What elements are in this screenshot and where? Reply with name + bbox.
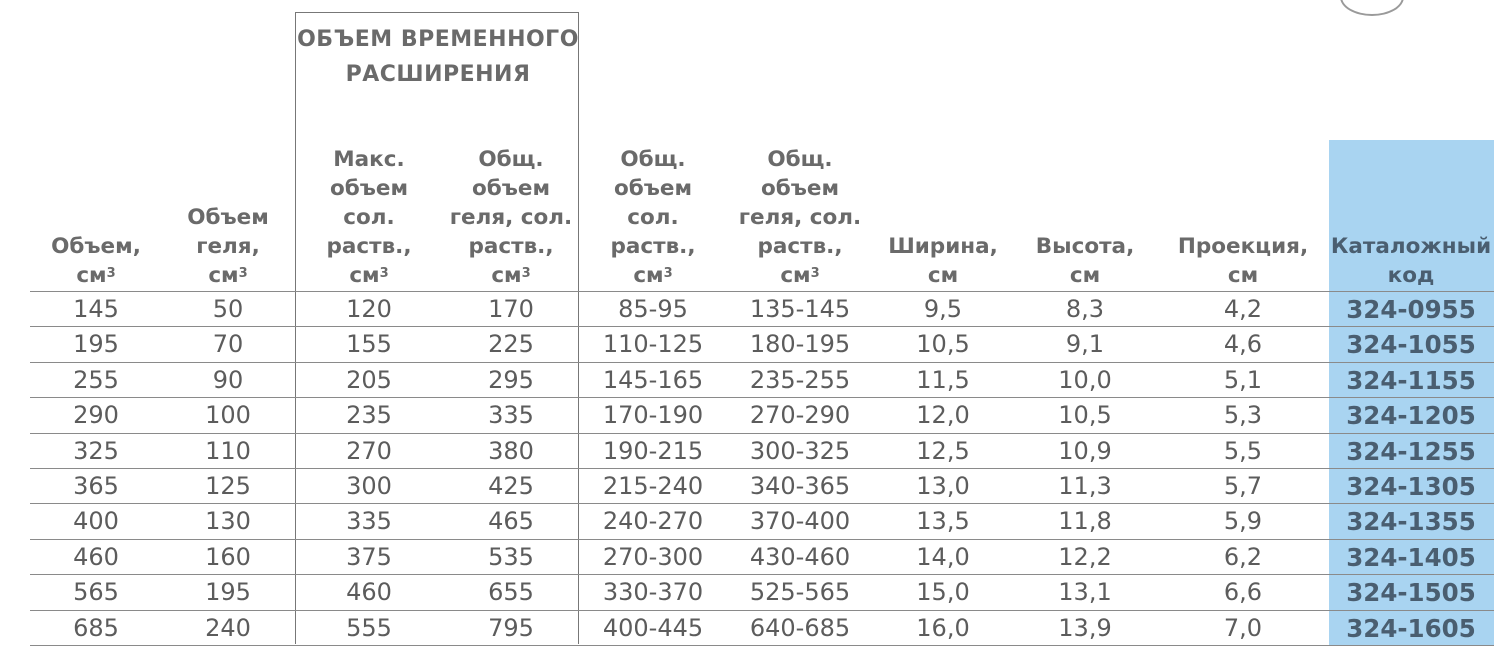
table-cell: 270-290 [749,401,851,430]
header-line: геля, [196,234,260,259]
header-unit [878,261,1008,290]
header-line: Объем, [51,234,141,259]
table-row [0,433,1507,468]
header-unit [31,261,161,290]
table-cell: 340-365 [749,472,851,500]
header-volume [31,140,161,290]
table-cell: 325 [73,436,119,465]
catalog-code-cell: 324-1355 [1346,507,1476,537]
header-line: Высота, [1035,234,1135,259]
table-cell: 13,5 [916,507,970,536]
header-unit [173,261,283,290]
unit-superscript: 3 [663,266,673,281]
table-cell: 50 [212,295,244,323]
catalog-code-cell: 324-1205 [1346,401,1476,431]
unit-text: см [927,263,959,288]
header-line: раств., [468,234,554,259]
header-unit [299,261,439,290]
header-total-gel-solution-volume-expansion [441,140,581,290]
table-cell: 240 [205,613,251,642]
header-line: раств., [757,234,843,259]
unit-text: см [1069,263,1101,288]
table-cell: 13,1 [1058,578,1112,607]
header-line: Проекция, [1177,234,1309,259]
group-title-temporary-expansion: ОБЪЕМ ВРЕМЕННОГО РАСШИРЕНИЯ [297,27,579,87]
table-cell: 375 [346,542,392,571]
header-unit [1163,261,1323,290]
table-cell: 90 [212,365,244,394]
header-line: объем [329,176,409,201]
catalog-code-cell: 324-1305 [1346,472,1476,501]
header-catalog-code [1329,140,1494,290]
header-line: сол. [627,205,679,230]
unit-superscript: 3 [238,266,248,281]
table-row [0,468,1507,503]
header-line: Общ. [478,147,544,172]
header-projection [1163,140,1323,290]
table-cell: 335 [488,401,534,430]
table-cell: 5,7 [1223,472,1263,500]
table-cell: 205 [346,365,392,394]
table-cell: 110 [205,436,251,465]
header-line: Макс. [333,147,405,172]
table-row [0,397,1507,432]
header-unit [583,261,723,290]
table-cell: 130 [205,507,251,536]
table-cell: 110-125 [602,330,704,359]
table-cell: 135-145 [749,295,851,323]
table-cell: 6,2 [1223,542,1263,571]
table-cell: 13,0 [916,472,970,500]
header-unit [1329,261,1494,290]
catalog-code-cell: 324-0955 [1346,295,1476,324]
table-cell: 565 [73,578,119,607]
table-row [0,539,1507,574]
header-line: объем [760,176,840,201]
table-cell: 170-190 [602,401,704,430]
table-cell: 160 [205,542,251,571]
table-cell: 380 [488,436,534,465]
table-cell: 8,3 [1065,295,1105,323]
table-cell: 10,0 [1058,365,1112,394]
table-cell: 795 [488,613,534,642]
header-total-solution-volume [583,140,723,290]
table-cell: 215-240 [602,472,704,500]
catalog-code-cell: 324-1255 [1346,436,1476,466]
header-line: Общ. [620,147,686,172]
unit-text: см [1227,263,1259,288]
table-cell: 460 [346,578,392,607]
table-cell: 430-460 [749,542,851,571]
table-cell: 145-165 [602,365,704,394]
table-row [0,503,1507,538]
header-line: сол. [343,205,395,230]
header-total-gel-solution-volume [725,140,875,290]
table-cell: 11,3 [1058,472,1112,500]
table-cell: 460 [73,542,119,571]
header-line: раств., [610,234,696,259]
unit-text: см [633,263,664,288]
table-row [0,291,1507,326]
table-cell: 4,6 [1223,330,1263,359]
table-cell: 235 [346,401,392,430]
table-cell: 9,5 [923,295,963,323]
table-cell: 155 [346,330,392,359]
table-cell: 235-255 [749,365,851,394]
table-row [0,574,1507,609]
table-cell: 270-300 [602,542,704,571]
corner-logo-mark [1340,0,1404,16]
header-line: Каталожный [1330,234,1492,259]
header-line: Ширина, [888,234,998,259]
table-cell: 14,0 [916,542,970,571]
table-cell: 370-400 [749,507,851,536]
catalog-code-cell: 324-1155 [1346,365,1476,395]
table-cell: 13,9 [1058,613,1112,642]
table-cell: 9,1 [1065,330,1105,359]
table-cell: 11,5 [916,365,970,394]
header-unit [1025,261,1145,290]
catalog-code-cell: 324-1405 [1346,542,1476,572]
table-cell: 15,0 [916,578,970,607]
table-cell: 465 [488,507,534,536]
table-cell: 10,5 [916,330,970,359]
table-row [0,326,1507,361]
catalog-code-cell: 324-1605 [1346,613,1476,643]
table-cell: 400-445 [602,613,704,642]
table-cell: 6,6 [1223,578,1263,607]
table-cell: 125 [205,472,251,500]
table-cell: 425 [488,472,534,500]
header-line: геля, сол. [738,205,862,230]
header-line: геля, сол. [449,205,573,230]
header-line: объем [471,176,551,201]
header-unit [441,261,581,290]
table-cell: 190-215 [602,436,704,465]
catalog-code-cell: 324-1505 [1346,578,1476,608]
row-rule [30,645,1494,646]
table-cell: 300 [346,472,392,500]
table-cell: 120 [346,295,392,323]
table-cell: 240-270 [602,507,704,536]
table-cell: 12,2 [1058,542,1112,571]
table-cell: 11,8 [1058,507,1112,536]
table-cell: 330-370 [602,578,704,607]
table-cell: 295 [488,365,534,394]
unit-text: см [491,263,522,288]
table-cell: 145 [73,295,119,323]
table-cell: 655 [488,578,534,607]
unit-text: см [780,263,811,288]
header-gel-volume [173,140,283,290]
table-cell: 4,2 [1223,295,1263,323]
table-cell: 100 [205,401,251,430]
table-cell: 195 [205,578,251,607]
table-cell: 335 [346,507,392,536]
table-cell: 195 [73,330,119,359]
header-line: раств., [326,234,412,259]
table-cell: 10,5 [1058,401,1112,430]
table-cell: 5,3 [1223,401,1263,430]
unit-superscript: 3 [379,266,389,281]
table-cell: 400 [73,507,119,536]
header-line: Объем [187,205,269,230]
table-cell: 270 [346,436,392,465]
table-cell: 225 [488,330,534,359]
table-cell: 555 [346,613,392,642]
header-line: объем [613,176,693,201]
header-line: Общ. [767,147,833,172]
table-row [0,610,1507,645]
table-cell: 300-325 [749,436,851,465]
table-row [0,362,1507,397]
table-cell: 640-685 [749,613,851,642]
unit-text: код [1387,263,1435,288]
table-cell: 535 [488,542,534,571]
table-cell: 5,9 [1223,507,1263,536]
table-cell: 85-95 [618,295,688,323]
table-cell: 12,5 [916,436,970,465]
table-cell: 170 [488,295,534,323]
unit-text: см [208,263,239,288]
table-cell: 255 [73,365,119,394]
unit-superscript: 3 [106,266,116,281]
table-cell: 10,9 [1058,436,1112,465]
unit-text: см [349,263,380,288]
header-width [878,140,1008,290]
catalog-code-cell: 324-1055 [1346,330,1476,360]
table-cell: 16,0 [916,613,970,642]
table-cell: 5,1 [1223,365,1263,394]
unit-superscript: 3 [810,266,820,281]
table-cell: 180-195 [749,330,851,359]
table-cell: 685 [73,613,119,642]
header-max-solution-volume [299,140,439,290]
table-cell: 525-565 [749,578,851,607]
table-cell: 5,5 [1223,436,1263,465]
header-unit [725,261,875,290]
unit-superscript: 3 [521,266,531,281]
table-cell: 7,0 [1223,613,1263,642]
table-cell: 365 [73,472,119,500]
table-cell: 12,0 [916,401,970,430]
header-height [1025,140,1145,290]
table-cell: 290 [73,401,119,430]
unit-text: см [76,263,107,288]
table-cell: 70 [212,330,244,359]
